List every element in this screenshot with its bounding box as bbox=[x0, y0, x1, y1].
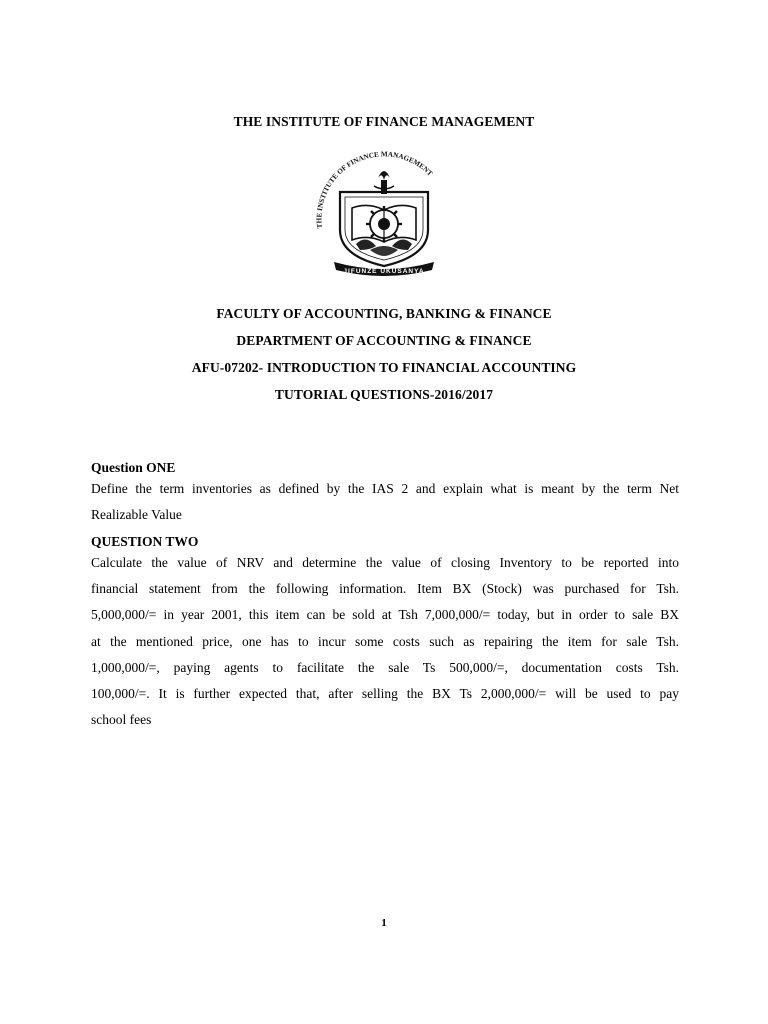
question-two-heading: QUESTION TWO bbox=[91, 534, 199, 549]
question-two-line: Calculate the value of NRV and determine the value of closing Inventory to be reported into bbox=[91, 555, 679, 570]
svg-text:JIFUNZE UKUSANYA: JIFUNZE UKUSANYA bbox=[343, 268, 425, 275]
svg-text:THE INSTITUTE OF FINANCE MANAG: THE INSTITUTE OF FINANCE MANAGEMENT bbox=[315, 150, 435, 229]
institute-seal-icon bbox=[300, 150, 468, 278]
question-two-line: 5,000,000/= in year 2001, this item can be sold at Tsh 7,000,000/= today, but in order to sale BX bbox=[91, 607, 679, 623]
question-two-body bbox=[91, 550, 679, 733]
question-one-body bbox=[91, 476, 679, 528]
question-one-line: Define the term inventories as defined by the IAS 2 and explain what is meant by the term Net bbox=[91, 481, 679, 496]
question-one-line: Realizable Value bbox=[91, 507, 182, 523]
question-two-line: 1,000,000/=, paying agents to facilitate the sale Ts 500,000/=, documentation costs Tsh. bbox=[91, 659, 679, 675]
faculty-title: FACULTY OF ACCOUNTING, BANKING & FINANCE bbox=[216, 306, 552, 321]
question-two-line: financial statement from the following information. Item BX (Stock) was purchased for Tsh. bbox=[91, 581, 679, 597]
question-two-line: at the mentioned price, one has to incur some costs such as repairing the item for sale Tsh. bbox=[91, 633, 679, 649]
institute-title: THE INSTITUTE OF FINANCE MANAGEMENT bbox=[233, 114, 535, 129]
question-one-heading: Question ONE bbox=[91, 460, 176, 475]
department-title: DEPARTMENT OF ACCOUNTING & FINANCE bbox=[236, 333, 532, 348]
course-title: AFU-07202- INTRODUCTION TO FINANCIAL ACCOUNTING bbox=[191, 360, 577, 375]
page-number: 1 bbox=[381, 917, 387, 929]
question-two-line: school fees bbox=[91, 712, 152, 728]
tutorial-title: TUTORIAL QUESTIONS-2016/2017 bbox=[274, 387, 494, 402]
question-two-line: 100,000/=. It is further expected that, after selling the BX Ts 2,000,000/= will be used to pay bbox=[91, 686, 679, 702]
